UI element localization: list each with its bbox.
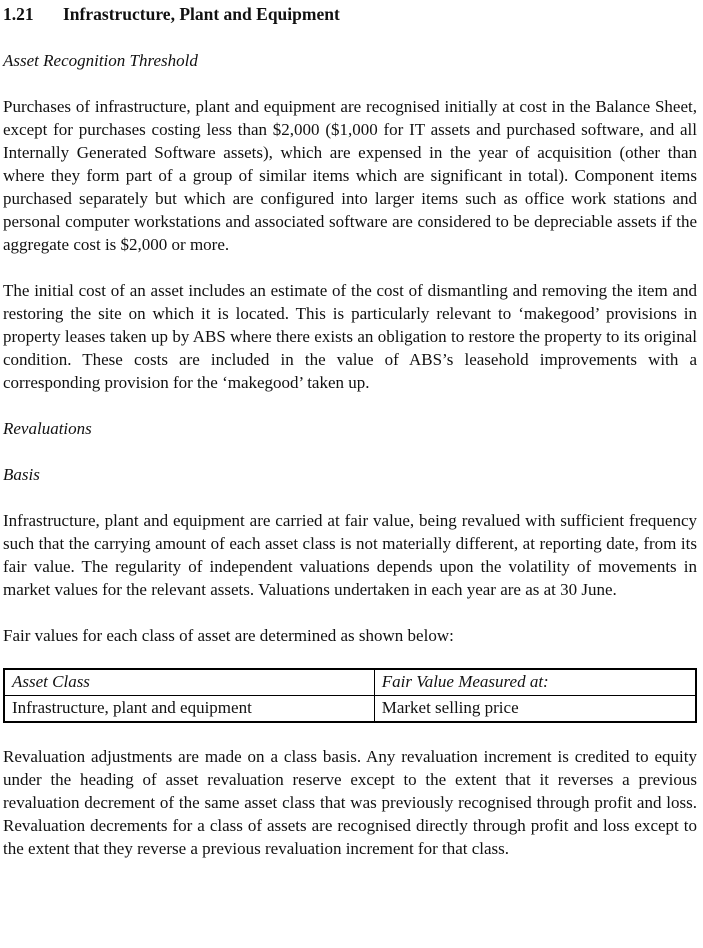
paragraph-initial-cost-makegood: The initial cost of an asset includes an estimate of the cost of dismantling and removing the item and restoring the site on which it is located. This is particularly relevant to ‘makegood’ provisions in property leases taken up by ABS where there exists an obligation to restore the property to its original condition. These costs are included in the value of ABS’s leasehold improvements with a corresponding provision for the ‘makegood’ taken up. [3,281,697,392]
table-header-fair-value-measured-at: Fair Value Measured at: [374,669,696,696]
table-cell-fair-value-value: Market selling price [374,696,696,723]
subheading-asset-recognition-threshold: Asset Recognition Threshold [3,51,198,70]
table-cell-asset-class-value: Infrastructure, plant and equipment [4,696,374,723]
fair-value-table [3,668,697,723]
section-number: 1.21 [3,4,34,24]
paragraph-fair-value-carrying: Infrastructure, plant and equipment are carried at fair value, being revalued with sufficient frequency such that the carrying amount of each asset class is not materially different, at reporting date, from its fair value. The regularity of independent valuations depends upon the volatility of movements in market values for the relevant assets. Valuations undertaken in each year are as at 30 June. [3,511,697,599]
section-heading [3,3,697,26]
table-row-infrastructure [4,696,696,723]
table-header-asset-class: Asset Class [4,669,374,696]
subheading-basis: Basis [3,465,40,484]
subheading-revaluations: Revaluations [3,419,92,438]
paragraph-fair-values-intro: Fair values for each class of asset are determined as shown below: [3,626,454,645]
section-title: Infrastructure, Plant and Equipment [63,4,340,24]
table-header-row [4,669,696,696]
paragraph-purchases-recognition: Purchases of infrastructure, plant and equipment are recognised initially at cost in the Balance Sheet, except for purchases costing less than $2,000 ($1,000 for IT assets and purchased software, and all Internally Generated Software assets), which are expensed in the year of acquisition (other than where they form part of a group of similar items which are significant in total). Component items purchased separately but which are configured into larger items such as office work stations and personal computer workstations and associated software are considered to be depreciable assets if the aggregate cost is $2,000 or more. [3,97,697,254]
paragraph-revaluation-adjustments: Revaluation adjustments are made on a class basis. Any revaluation increment is credited to equity under the heading of asset revaluation reserve except to the extent that it reverses a previous revaluation decrement of the same asset class that was previously recognised through profit and loss. Revaluation decrements for a class of assets are recognised directly through profit and loss except to the extent that they reverse a previous revaluation increment for that class. [3,747,697,858]
